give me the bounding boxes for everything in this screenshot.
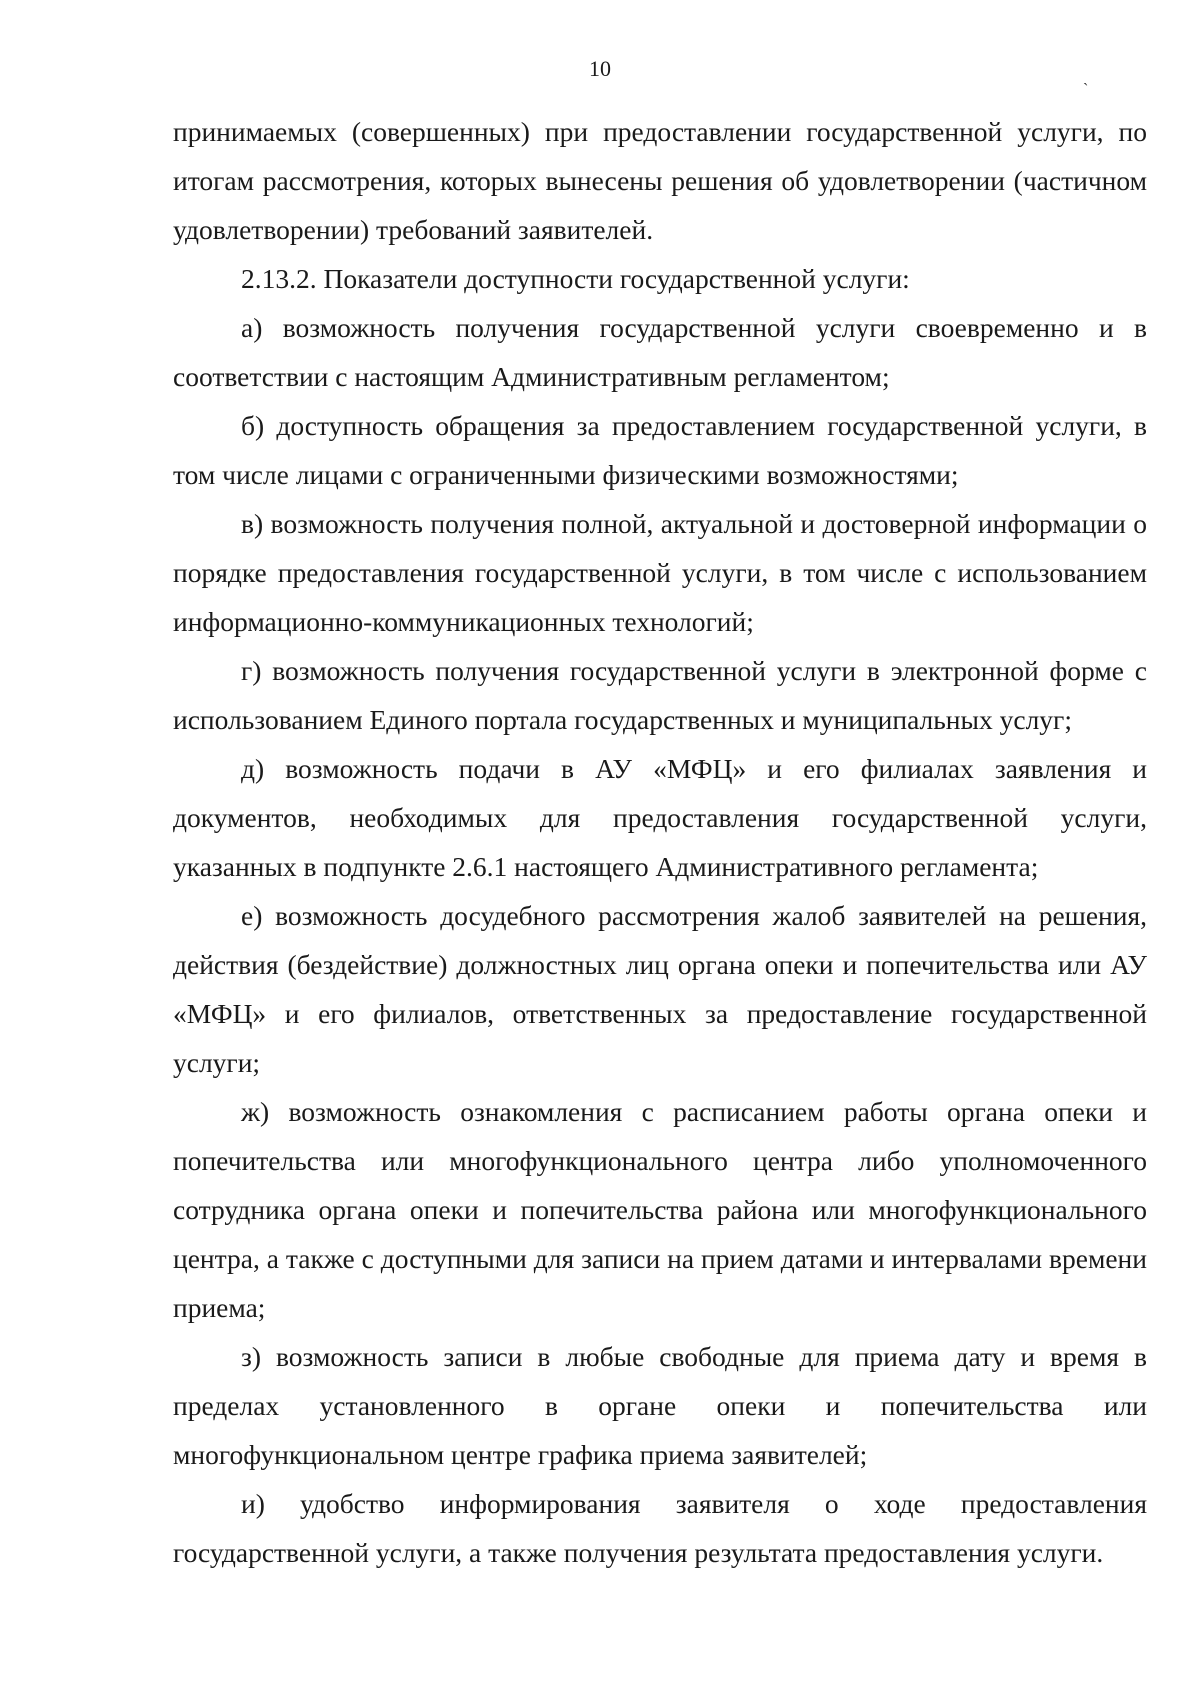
paragraph-item-z: з) возможность записи в любые свободные для приема дату и время в пределах установленного в органе опеки и попечительства или многофункциональном центре графика приема заявителей; (173, 1341, 1147, 1470)
paragraph-accessibility-heading: 2.13.2. Показатели доступности государственной услуги: (241, 263, 910, 294)
paragraph-item-d: д) возможность подачи в АУ «МФЦ» и его филиалах заявления и документов, необходимых для предоставления государственной услуги, указанных в подпункте 2.6.1 настоящего Административного регламента; (173, 753, 1147, 882)
paragraph-item-g: г) возможность получения государственной услуги в электронной форме с использованием Единого портала государственных и муниципальных услуг; (173, 655, 1147, 735)
paragraph-item-v: в) возможность получения полной, актуальной и достоверной информации о порядке предоставления государственной услуги, в том числе с использованием информационно-коммуникационных технологий; (173, 508, 1147, 637)
paragraph-item-a: а) возможность получения государственной услуги своевременно и в соответствии с настоящим Административным регламентом; (173, 312, 1147, 392)
page-number: 10 (589, 56, 611, 81)
paragraph-item-zh: ж) возможность ознакомления с расписанием работы органа опеки и попечительства или многофункционального центра либо уполномоченного сотрудника органа опеки и попечительства района или многофункционального центра, а также с доступными для записи на прием датами и интервалами времени приема; (173, 1096, 1147, 1323)
paragraph-item-b: б) доступность обращения за предоставлением государственной услуги, в том числе лицами с ограниченными физическими возможностями; (173, 410, 1147, 490)
paragraph-item-e: е) возможность досудебного рассмотрения жалоб заявителей на решения, действия (бездействие) должностных лиц органа опеки и попечительства или АУ «МФЦ» и его филиалов, ответственных за предоставление государственной услуги; (173, 900, 1147, 1078)
document-body (173, 107, 1147, 1577)
scan-mark: ˏ (1083, 69, 1089, 86)
paragraph-continuation: принимаемых (совершенных) при предоставлении государственной услуги, по итогам рассмотрения, которых вынесены решения об удовлетворении (частичном удовлетворении) требований заявителей. (173, 116, 1147, 245)
paragraph-item-i: и) удобство информирования заявителя о ходе предоставления государственной услуги, а также получения результата предоставления услуги. (173, 1488, 1147, 1568)
